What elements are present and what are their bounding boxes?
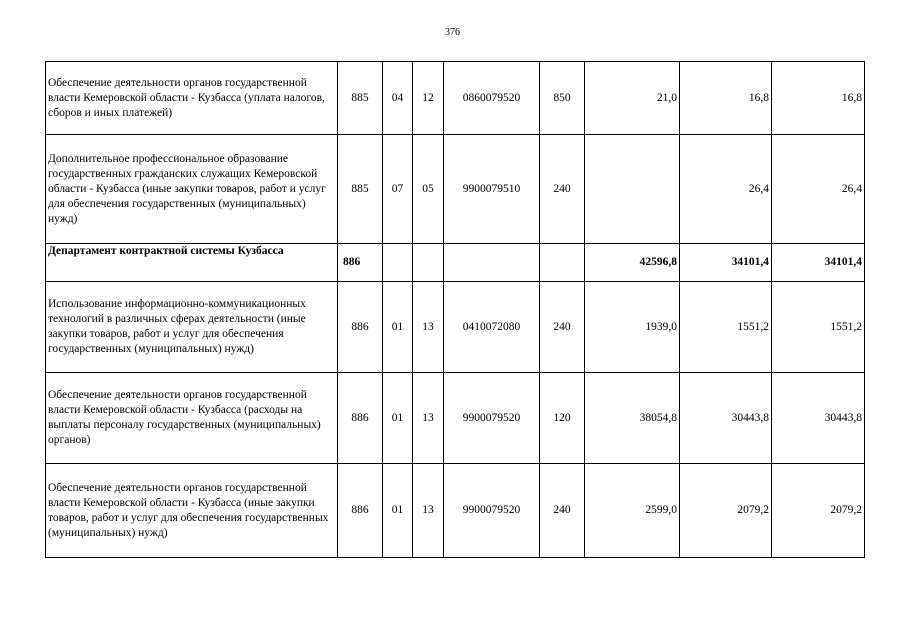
amount-year-2: 16,8 — [680, 62, 772, 135]
expense-name: Обеспечение деятельности органов государственной власти Кемеровской области - Кузбасса (иные закупки товаров, работ и услуг для обеспечения государственных (муниципальных) нужд) — [46, 464, 338, 558]
amount-year-1: 38054,8 — [585, 373, 680, 464]
expense-type-code: 240 — [540, 135, 585, 244]
expense-name: Обеспечение деятельности органов государственной власти Кемеровской области - Кузбасса (расходы на выплаты персоналу государственных (муниципальных) органов) — [46, 373, 338, 464]
amount-year-3: 34101,4 — [772, 244, 865, 282]
expense-name: Дополнительное профессиональное образование государственных гражданских служащих Кемеровской области - Кузбасса (иные закупки товаров, работ и услуг для обеспечения государственных (муниципальных) нужд) — [46, 135, 338, 244]
ministry-code: 886 — [338, 244, 383, 282]
section-code: 04 — [383, 62, 413, 135]
expense-type-code: 850 — [540, 62, 585, 135]
subsection-code: 13 — [413, 282, 444, 373]
table-row — [46, 62, 865, 135]
expense-name: Обеспечение деятельности органов государственной власти Кемеровской области - Кузбасса (уплата налогов, сборов и иных платежей) — [46, 62, 338, 135]
expense-type-code — [540, 244, 585, 282]
table-row — [46, 282, 865, 373]
section-code: 01 — [383, 464, 413, 558]
amount-year-2: 26,4 — [680, 135, 772, 244]
expense-type-code: 240 — [540, 464, 585, 558]
expense-name: Использование информационно-коммуникационных технологий в различных сферах деятельности (иные закупки товаров, работ и услуг для обеспечения государственных (муниципальных) нужд) — [46, 282, 338, 373]
subsection-code: 05 — [413, 135, 444, 244]
expense-type-code: 240 — [540, 282, 585, 373]
section-code: 07 — [383, 135, 413, 244]
section-code — [383, 244, 413, 282]
table-row — [46, 135, 865, 244]
expense-type-code: 120 — [540, 373, 585, 464]
ministry-code: 886 — [338, 464, 383, 558]
target-code: 9900079520 — [444, 464, 540, 558]
amount-year-1: 21,0 — [585, 62, 680, 135]
ministry-code: 886 — [338, 282, 383, 373]
section-code: 01 — [383, 373, 413, 464]
ministry-code: 886 — [338, 373, 383, 464]
amount-year-1: 42596,8 — [585, 244, 680, 282]
ministry-code: 885 — [338, 62, 383, 135]
target-code: 0860079520 — [444, 62, 540, 135]
target-code: 9900079520 — [444, 373, 540, 464]
target-code: 0410072080 — [444, 282, 540, 373]
section-code: 01 — [383, 282, 413, 373]
subsection-code: 13 — [413, 464, 444, 558]
amount-year-2: 1551,2 — [680, 282, 772, 373]
department-row — [46, 244, 865, 282]
amount-year-3: 30443,8 — [772, 373, 865, 464]
amount-year-1 — [585, 135, 680, 244]
department-name: Департамент контрактной системы Кузбасса — [46, 244, 338, 282]
amount-year-3: 16,8 — [772, 62, 865, 135]
target-code — [444, 244, 540, 282]
amount-year-3: 2079,2 — [772, 464, 865, 558]
amount-year-3: 26,4 — [772, 135, 865, 244]
amount-year-2: 30443,8 — [680, 373, 772, 464]
amount-year-1: 2599,0 — [585, 464, 680, 558]
subsection-code: 12 — [413, 62, 444, 135]
amount-year-2: 2079,2 — [680, 464, 772, 558]
table-row — [46, 464, 865, 558]
amount-year-2: 34101,4 — [680, 244, 772, 282]
amount-year-1: 1939,0 — [585, 282, 680, 373]
subsection-code: 13 — [413, 373, 444, 464]
amount-year-3: 1551,2 — [772, 282, 865, 373]
page-number: 376 — [445, 27, 460, 38]
budget-table — [45, 61, 865, 558]
target-code: 9900079510 — [444, 135, 540, 244]
table-row — [46, 373, 865, 464]
subsection-code — [413, 244, 444, 282]
ministry-code: 885 — [338, 135, 383, 244]
